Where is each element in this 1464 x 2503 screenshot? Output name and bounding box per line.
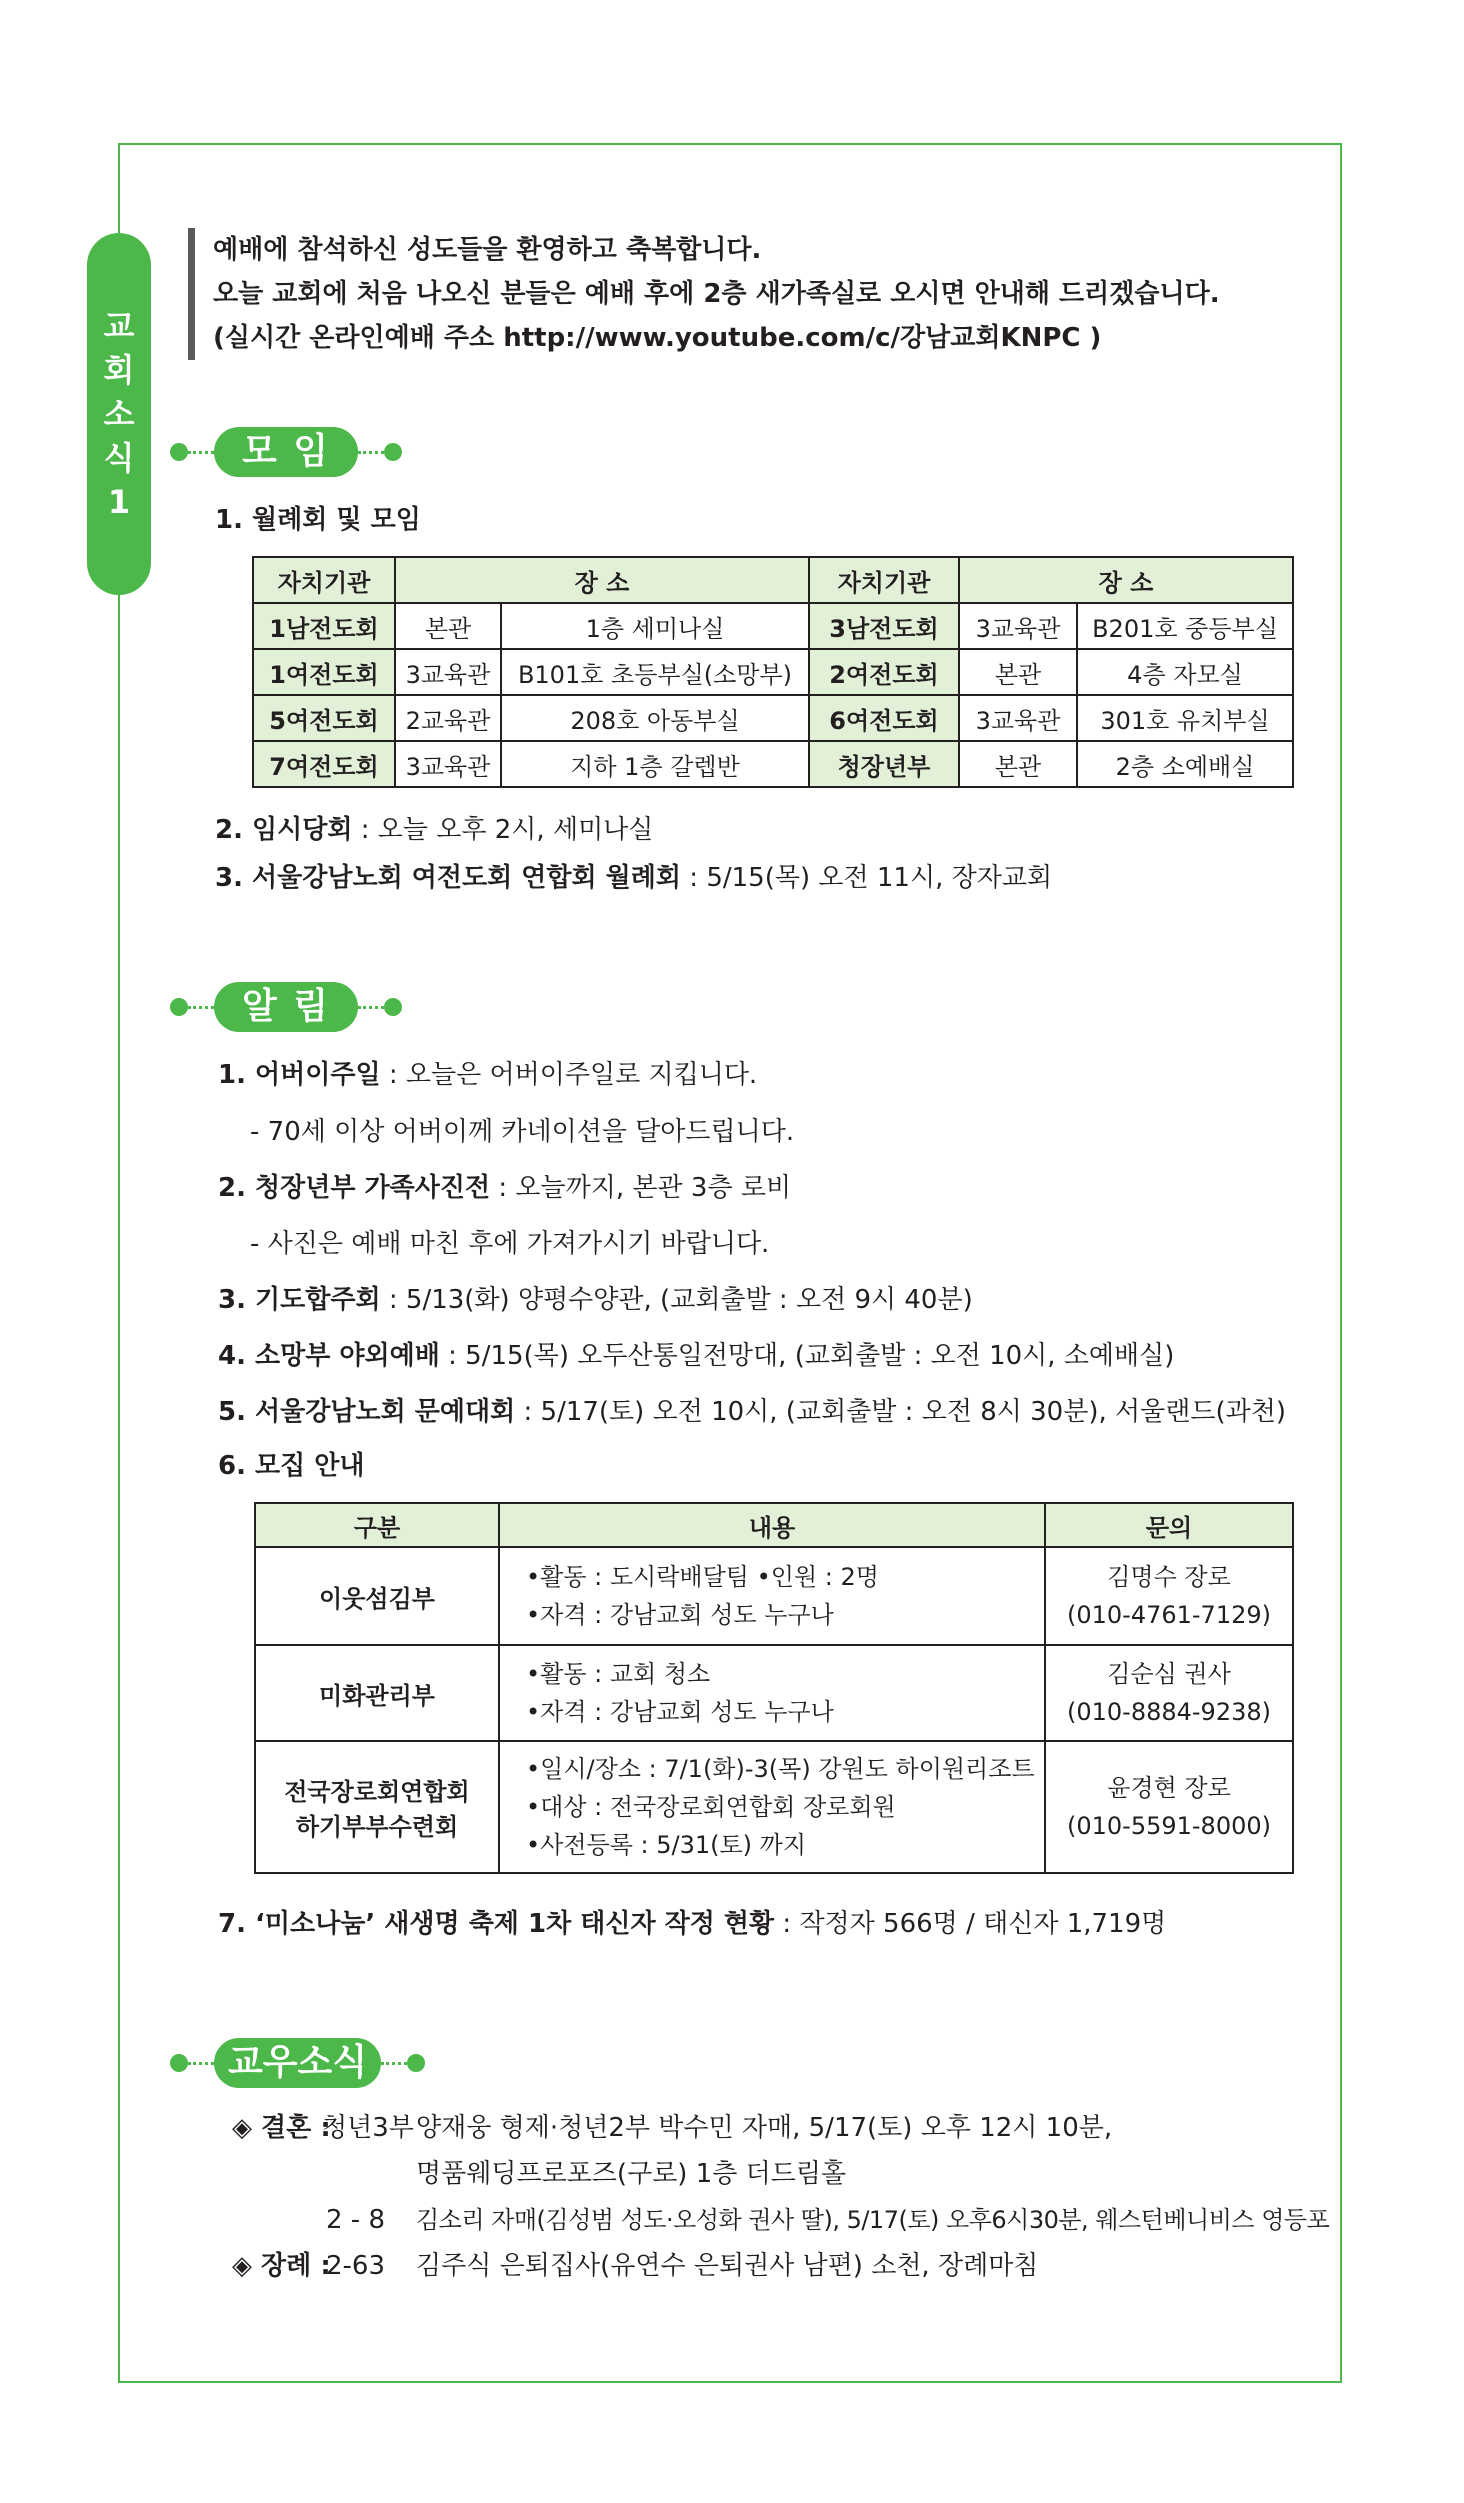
meeting-table	[252, 556, 1294, 788]
item-heading: 1. 월례회 및 모임	[215, 505, 421, 535]
table-header: 문의	[1045, 1503, 1293, 1547]
table-row: 5여전도회 2교육관 208호 아동부실 6여전도회 3교육관 301호 유치부실	[253, 695, 1293, 741]
table-header-row	[255, 1503, 1293, 1547]
table-row: 7여전도회 3교육관 지하 1층 갈렙반 청장년부 본관 2층 소예배실	[253, 741, 1293, 787]
item-line: 2. 청장년부 가족사진전 : 오늘까지, 본관 3층 로비	[218, 1173, 792, 1203]
bullet-dot-icon	[170, 443, 188, 461]
news-text: 김주식 은퇴집사(유연수 은퇴권사 남편) 소천, 장례마침	[416, 2251, 1039, 2281]
news-group: 2 - 8	[326, 2205, 385, 2235]
section-title: 모 임	[214, 427, 358, 477]
funeral-label: ◈ 장례 :	[232, 2251, 331, 2281]
item-subline: - 70세 이상 어버이께 카네이션을 달아드립니다.	[250, 1117, 795, 1147]
side-tab-char: 식	[103, 439, 135, 477]
intro-line: (실시간 온라인예배 주소 http://www.youtube.com/c/강남교회KNPC )	[213, 323, 1102, 353]
side-tab-char: 회	[103, 351, 135, 389]
table-header: 자치기관	[809, 557, 959, 603]
table-header: 장 소	[959, 557, 1293, 603]
table-row: 1남전도회 본관 1층 세미나실 3남전도회 3교육관 B201호 중등부실	[253, 603, 1293, 649]
side-tab-char: 1	[107, 483, 131, 521]
wedding-label: ◈ 결혼 :	[232, 2113, 331, 2143]
table-row: 이웃섬김부 •활동 : 도시락배달팀 •인원 : 2명 •자격 : 강남교회 성도 누구나 김명수 장로 (010-4761-7129)	[255, 1547, 1293, 1645]
item-line: 3. 서울강남노회 여전도회 연합회 월례회 : 5/15(목) 오전 11시, 장자교회	[215, 863, 1053, 893]
bullet-dot-icon	[407, 2054, 425, 2072]
bullet-dot-icon	[170, 2054, 188, 2072]
news-text: 김소리 자매(김성범 성도·오성화 권사 딸), 5/17(토) 오후6시30분, 웨스턴베니비스 영등포	[416, 2206, 1330, 2234]
table-header: 내용	[499, 1503, 1045, 1547]
table-row: 1여전도회 3교육관 B101호 초등부실(소망부) 2여전도회 본관 4층 자모실	[253, 649, 1293, 695]
intro-line: 예배에 참석하신 성도들을 환영하고 축복합니다.	[213, 235, 762, 265]
table-header: 구분	[255, 1503, 499, 1547]
recruit-table	[254, 1502, 1294, 1874]
section-heading-notices	[170, 982, 402, 1032]
section-heading-meetings	[170, 427, 402, 477]
item-line: 3. 기도합주회 : 5/13(화) 양평수양관, (교회출발 : 오전 9시 40분)	[218, 1285, 973, 1315]
bullet-dot-icon	[170, 998, 188, 1016]
item-line: 6. 모집 안내	[218, 1451, 365, 1481]
item-line: 5. 서울강남노회 문예대회 : 5/17(토) 오전 10시, (교회출발 : 오전 8시 30분), 서울랜드(과천)	[218, 1397, 1286, 1427]
section-title: 알 림	[214, 982, 358, 1032]
item-line: 7. ‘미소나눔’ 새생명 축제 1차 태신자 작정 현황 : 작정자 566명 / 태신자 1,719명	[218, 1909, 1167, 1939]
bullet-dot-icon	[384, 443, 402, 461]
item-line: 4. 소망부 야외예배 : 5/15(목) 오두산통일전망대, (교회출발 : 오전 10시, 소예배실)	[218, 1341, 1175, 1371]
intro-block	[188, 228, 1220, 360]
news-text: 양재웅 형제·청년2부 박수민 자매, 5/17(토) 오후 12시 10분,	[416, 2113, 1113, 2143]
item-line: 2. 임시당회 : 오늘 오후 2시, 세미나실	[215, 815, 654, 845]
news-group: 2-63	[326, 2251, 386, 2281]
news-text: 명품웨딩프로포즈(구로) 1층 더드림홀	[416, 2159, 847, 2189]
item-line: 1. 어버이주일 : 오늘은 어버이주일로 지킵니다.	[218, 1060, 758, 1090]
item-subline: - 사진은 예배 마친 후에 가져가시기 바랍니다.	[250, 1229, 770, 1259]
side-tab-church-news	[87, 233, 151, 595]
side-tab-char: 소	[103, 395, 135, 433]
news-group: 청년3부	[322, 2113, 414, 2143]
section-title: 교우소식	[214, 2038, 381, 2088]
side-tab-char: 교	[103, 307, 135, 345]
table-header-row	[253, 557, 1293, 603]
table-header: 자치기관	[253, 557, 395, 603]
bullet-dot-icon	[384, 998, 402, 1016]
table-header: 장 소	[395, 557, 809, 603]
intro-line: 오늘 교회에 처음 나오신 분들은 예배 후에 2층 새가족실로 오시면 안내해 드리겠습니다.	[213, 279, 1220, 309]
table-row: 전국장로회연합회 하기부부수련회 •일시/장소 : 7/1(화)-3(목) 강원도 하이원리조트 •대상 : 전국장로회연합회 장로회원 •사전등록 : 5/31(토) 까지 윤경현 장로 (010-5591-8000)	[255, 1741, 1293, 1873]
table-row: 미화관리부 •활동 : 교회 청소 •자격 : 강남교회 성도 누구나 김순심 권사 (010-8884-9238)	[255, 1645, 1293, 1741]
section-heading-member-news	[170, 2038, 425, 2088]
